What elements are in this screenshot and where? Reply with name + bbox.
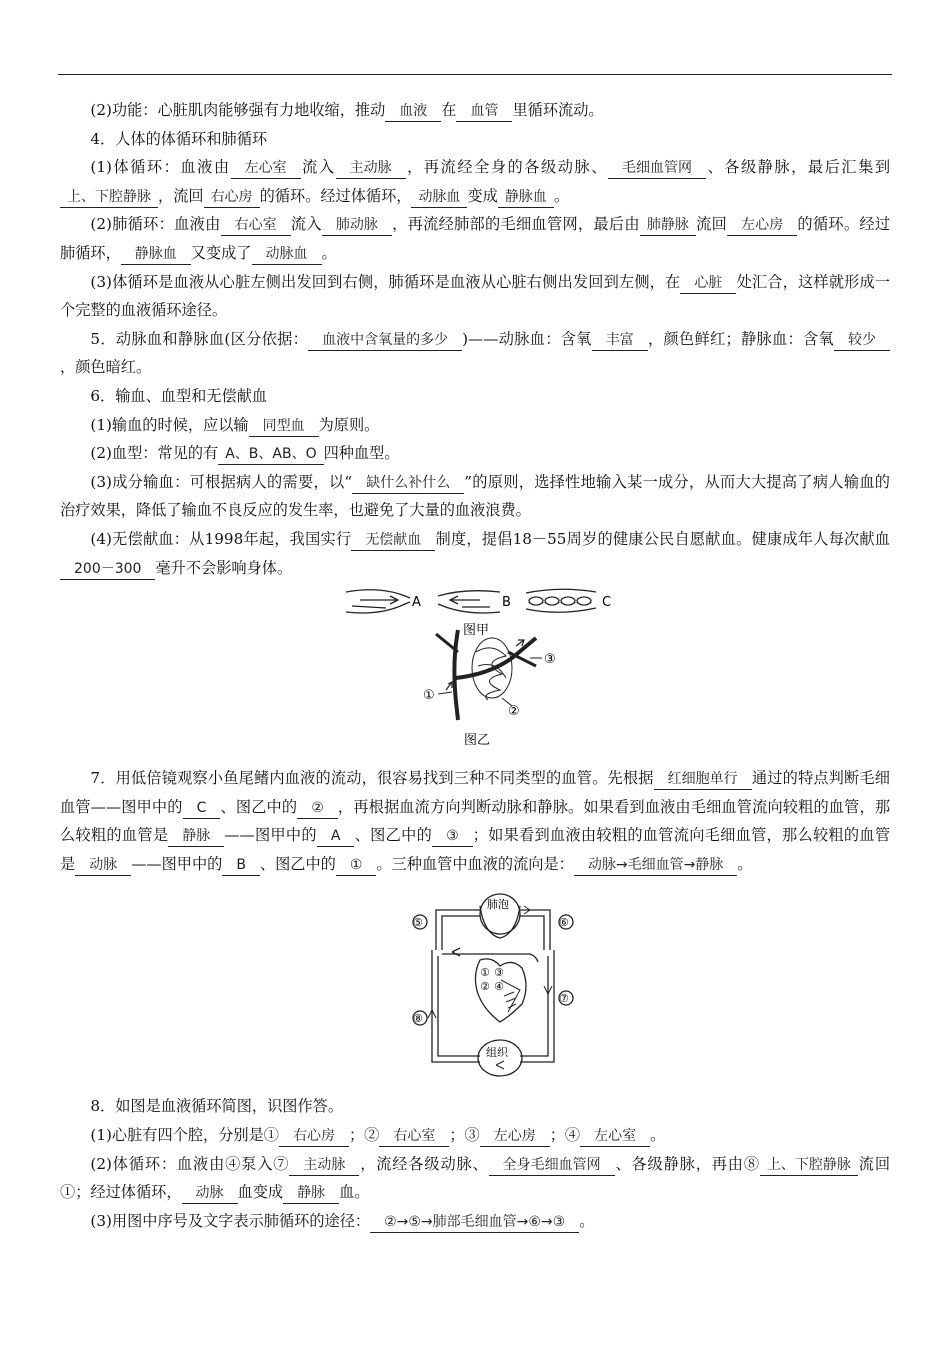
- vessel-artery-1: [454, 630, 458, 720]
- vessel-c-wall: [526, 608, 596, 612]
- vessel-diagram: [60, 582, 890, 750]
- answer-blank: 上、下腔静脉: [60, 187, 158, 208]
- answer-blank: 全身毛细血管网: [489, 1155, 615, 1176]
- answer-blank: 右心室: [379, 1126, 449, 1147]
- answer-blank: 左心房: [727, 215, 797, 236]
- answer-blank: 缺什么补什么: [352, 473, 464, 494]
- answer-blank: 静脉: [283, 1183, 339, 1204]
- label-3: ③: [544, 652, 556, 668]
- label-5: ⑤: [413, 916, 423, 930]
- flow-arrow: [446, 682, 452, 690]
- label-alveolus: 肺泡: [487, 898, 509, 912]
- question-8-part-2: (2)体循环：血液由④泵入⑦ 主动脉 ，流经各级动脉、 全身毛细血管网 、各级静脉，再由⑧ 上、下腔静脉 流回①；经过体循环， 动脉 血变成 静脉 血。: [60, 1150, 890, 1207]
- red-blood-cell: [529, 597, 543, 605]
- answer-blank: 主动脉: [289, 1155, 359, 1176]
- document-body: [60, 96, 890, 1235]
- label-2: ②: [508, 704, 520, 720]
- answer-blank: 动脉: [182, 1183, 238, 1204]
- flow-arrow: [452, 948, 460, 956]
- chamber-label-4: ④: [494, 980, 504, 994]
- vessel-b-wall: [438, 591, 500, 596]
- answer-blank: 毛细血管网: [608, 158, 706, 179]
- paragraph-transfusion: (1)输血的时候，应以输 同型血 为原则。: [60, 411, 890, 440]
- answer-blank: 右心房: [279, 1126, 349, 1147]
- vena-cava-8: [438, 956, 480, 1056]
- paragraph-heart-function: (2)功能：心脏肌肉能够强有力地收缩，推动 血液 在 血管 里循环流动。: [60, 96, 890, 125]
- flow-arrow: [516, 640, 524, 646]
- vena-cava-8: [432, 950, 480, 1062]
- flow-arrow-b: [450, 596, 480, 604]
- answer-blank: 上、下腔静脉: [760, 1155, 858, 1176]
- answer-blank: 左心室: [580, 1126, 650, 1147]
- vessel-c-wall: [526, 589, 596, 593]
- vessel-b-wall: [438, 604, 500, 613]
- answer-blank: ②→⑤→肺部毛细血管→⑥→③: [370, 1212, 579, 1233]
- label-8: ⑧: [413, 1012, 423, 1026]
- question-8-part-3: (3)用图中序号及文字表示肺循环的途径： ②→⑤→肺部毛细血管→⑥→③ 。: [60, 1207, 890, 1236]
- heart-top-vessel: [442, 954, 538, 962]
- caption-fig-jia: 图甲: [463, 623, 490, 639]
- red-blood-cell: [545, 597, 559, 605]
- answer-blank: 血液中含氧量的多少: [308, 330, 462, 351]
- answer-blank: 红细胞单行: [654, 769, 752, 790]
- question-8-heading: 8．如图是血液循环简图，识图作答。: [90, 1097, 344, 1116]
- paragraph-pulmonary-circulation: (2)肺循环：血液由 右心室 流入 肺动脉 ，再流经肺部的毛细血管网，最后由 肺静脉 流回 左心房 的循环。经过肺循环， 静脉血 又变成了 动脉血 。: [60, 210, 890, 267]
- paragraph-arterial-venous-blood: 5．动脉血和静脉血(区分依据： 血液中含氧量的多少 )——动脉血：含氧 丰富 ，颜色鲜红；静脉血：含氧 较少，颜色暗红。: [60, 325, 890, 382]
- answer-blank: C: [183, 798, 221, 819]
- answer-blank: 较少: [834, 330, 890, 351]
- vessel-a-wall: [346, 590, 410, 598]
- answer-blank: B: [222, 855, 260, 876]
- answer-blank: 右心室: [221, 215, 291, 236]
- answer-blank: 血管: [456, 101, 512, 122]
- answer-blank: 肺动脉: [322, 215, 392, 236]
- paragraph-circulation-junction: (3)体循环是血液从心脏左侧出发回到右侧，肺循环是血液从心脏右侧出发回到左侧，在 心脏 处汇合，这样就形成一个完整的血液循环途径。: [60, 272, 891, 320]
- answer-blank: ②: [297, 798, 338, 819]
- red-blood-cell: [577, 597, 591, 605]
- figure-fish-tail-vessels: [60, 582, 890, 750]
- label-6: ⑥: [559, 916, 569, 930]
- answer-blank: 静脉血: [121, 244, 191, 265]
- chamber-label-2: ②: [480, 980, 490, 994]
- answer-blank: 动脉→毛细血管→静脉: [574, 855, 737, 876]
- answer-blank: 无偿献血: [351, 530, 435, 551]
- red-blood-cell: [561, 597, 575, 605]
- answer-blank: 丰富: [592, 330, 648, 351]
- label-b: B: [502, 595, 511, 611]
- flow-arrow-a: [360, 596, 398, 604]
- answer-blank: A、B、AB、O: [218, 444, 323, 465]
- answer-blank: 同型血: [249, 416, 319, 437]
- answer-blank: 动脉血: [411, 187, 467, 208]
- circulation-diagram: [60, 886, 890, 1092]
- label-a: A: [412, 595, 421, 611]
- aorta-7: [520, 956, 548, 1056]
- question-7: 7．用低倍镜观察小鱼尾鳍内血液的流动，很容易找到三种不同类型的血管。先根据 红细胞单行 通过的特点判断毛细血管——图甲中的 C 、图乙中的 ② ，再根据血流方向判断动脉和静脉。如果看到血液由毛细血管流向较粗的血管，那么较粗的血管是 静脉 ——图甲中的 A 、图乙中的 ③ ；如果看到血液由较粗的血管流向毛细血管，那么较粗的血管是 动脉 ——图甲中的 B 、图乙中的 ① 。三种血管中血液的流向是： 动脉→毛细血管→静脉 。: [60, 764, 890, 878]
- answer-blank: ③: [432, 826, 473, 847]
- pulmonary-vein-6: [520, 916, 544, 950]
- chamber-label-1: ①: [480, 966, 490, 980]
- answer-blank: 左心房: [480, 1126, 550, 1147]
- answer-blank: 血液: [385, 101, 441, 122]
- label-tissue: 组织: [486, 1046, 508, 1060]
- answer-blank: 200－300: [60, 559, 155, 580]
- section-heading-4: 4．人体的体循环和肺循环: [90, 129, 268, 148]
- vessel-vein-3: [456, 638, 536, 678]
- flow-arrow: [496, 1061, 504, 1069]
- answer-blank: 心脏: [680, 273, 736, 294]
- aorta-7: [520, 950, 554, 1062]
- pulmonary-artery-5: [442, 916, 480, 950]
- paragraph-component-transfusion: (3)成分输血：可根据病人的需要，以“ 缺什么补什么 ”的原则，选择性地输入某一成分，从而大大提高了病人输血的治疗效果，降低了输血不良反应的发生率，也避免了大量的血液浪费。: [60, 472, 890, 520]
- paragraph-systemic-circulation: (1)体循环：血液由 左心室 流入 主动脉 ，再流经全身的各级动脉、 毛细血管网 、各级静脉，最后汇集到上、下腔静脉 ，流回 右心房 的循环。经过体循环， 动脉血 变成 静脉血 。: [60, 153, 890, 210]
- caption-fig-yi: 图乙: [464, 733, 491, 749]
- leader-line: [438, 692, 452, 694]
- answer-blank: 静脉: [168, 826, 224, 847]
- flow-arrow-a: [352, 606, 386, 608]
- answer-blank: 左心室: [231, 158, 301, 179]
- paragraph-blood-donation: (4)无偿献血：从1998年起，我国实行 无偿献血 制度，提倡18－55周岁的健康公民自愿献血。健康成年人每次献血200－300 毫升不会影响身体。: [60, 525, 890, 582]
- answer-blank: 动脉血: [252, 244, 322, 265]
- answer-blank: 静脉血: [498, 187, 554, 208]
- answer-blank: 主动脉: [336, 158, 406, 179]
- label-7: ⑦: [559, 992, 569, 1006]
- answer-blank: 肺静脉: [640, 215, 696, 236]
- figure-circulation: [60, 886, 890, 1092]
- paragraph-blood-types: (2)血型：常见的有 A、B、AB、O 四种血型。: [60, 439, 890, 468]
- answer-blank: ①: [336, 855, 377, 876]
- section-heading-6: 6．输血、血型和无偿献血: [90, 386, 268, 405]
- answer-blank: 动脉: [75, 855, 131, 876]
- answer-blank: 右心房: [204, 187, 260, 208]
- question-8-part-1: (1)心脏有四个腔，分别是① 右心房 ；② 右心室 ；③ 左心房 ；④ 左心室 。: [60, 1121, 890, 1150]
- answer-blank: A: [317, 826, 355, 847]
- label-1: ①: [423, 688, 435, 704]
- header-rule: [58, 74, 892, 75]
- chamber-label-3: ③: [494, 966, 504, 980]
- label-c: C: [602, 595, 612, 611]
